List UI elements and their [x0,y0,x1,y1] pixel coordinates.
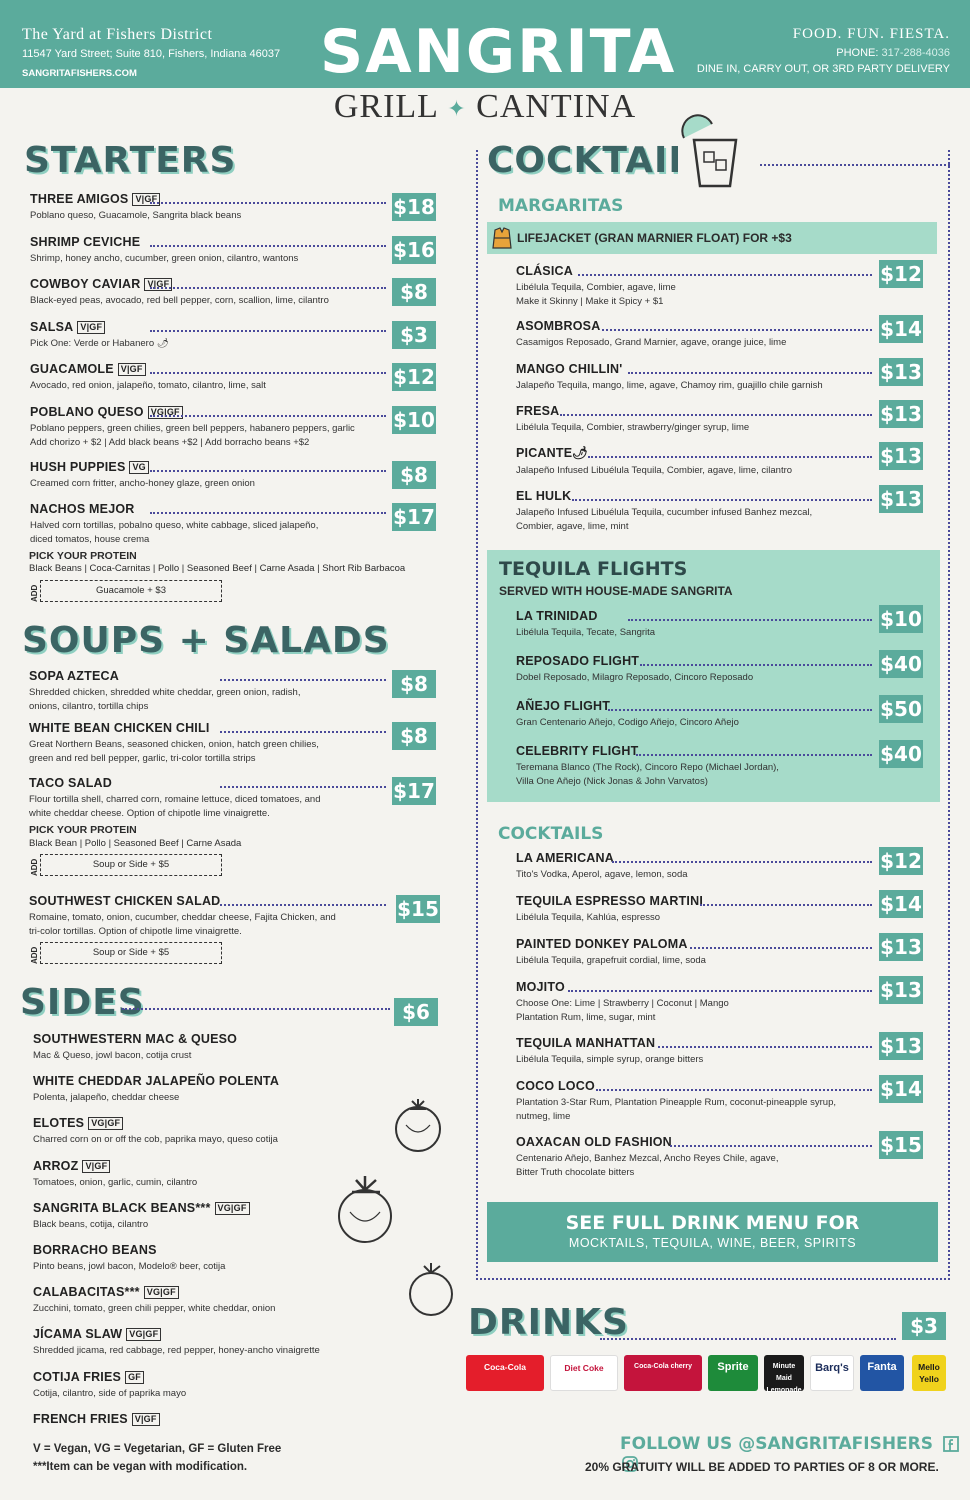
logo-box [320,16,677,88]
service-options: DINE IN, CARRY OUT, OR 3RD PARTY DELIVERY [696,63,950,75]
flight-desc-extra: Villa One Añejo (Nick Jonas & John Varvatos) [516,776,708,787]
margarita-dots [602,329,872,331]
legend-line-1: V = Vegan, VG = Vegetarian, GF = Gluten Free [33,1443,282,1455]
cocktail-price: $13 [880,1034,922,1058]
starter-name-text: NACHOS MEJOR [30,502,135,516]
lifejacket-panel [487,222,937,254]
soups-title: SOUPS + SALADS [22,620,390,661]
margarita-item [516,362,823,393]
soup-price: $8 [392,670,436,698]
starter-desc-text: Poblano peppers, green chilies, green bell peppers, habanero peppers, garlic [30,423,355,434]
margarita-price: $13 [880,360,922,384]
side-name-text: FRENCH FRIES [33,1411,128,1426]
side-desc: Polenta, jalapeño, cheddar cheese [33,1092,180,1104]
side-name [33,1327,320,1341]
side-name-text: WHITE CHEDDAR JALAPEÑO POLENTA [33,1074,280,1089]
soups-add-box-1: Soup or Side + $5 [40,854,222,876]
soup-name: SOPA AZTECA [29,669,119,683]
cocktail-name-text: COCO LOCO [516,1079,595,1093]
starters-add-label: ADD [30,584,39,602]
margarita-name [516,446,792,461]
starter-dots [150,245,386,247]
flight-item [516,744,779,789]
soup-name: SOUTHWEST CHICKEN SALAD [29,894,221,908]
side-name [33,1285,275,1299]
gratuity-note: 20% GRATUITY WILL BE ADDED TO PARTIES OF 8 OR MORE. [585,1460,939,1474]
soda-logo: Coca-Cola [466,1355,544,1391]
cocktail-desc: Centenario Añejo, Banhez Mezcal, Ancho Reyes Chile, agave, [516,1153,779,1164]
soup-dots [220,786,386,788]
flight-name-text: REPOSADO FLIGHT [516,654,640,668]
starters-add-box: Guacamole + $3 [40,580,222,602]
follow-text: FOLLOW US @SANGRITAFISHERS [620,1434,933,1454]
soda-brand-logos [466,1355,946,1394]
starter-desc-text: Shrimp, honey ancho, cucumber, green onion, cilantro, wantons [30,253,299,264]
tagline: FOOD. FUN. FIESTA. [792,26,950,42]
starter-dots [150,470,386,472]
diamond-icon: ✦ [447,96,467,122]
starter-desc [30,337,169,351]
phone-label: PHONE: [836,47,879,59]
flight-price: $40 [880,742,922,766]
side-desc: Tomatoes, onion, garlic, cumin, cilantro [33,1176,198,1188]
soup-price: $8 [392,722,436,750]
logo-subtitle-left: GRILL [333,88,438,125]
starter-desc-extra: diced tomatos, house crema [30,534,150,545]
flights-subtitle: SERVED WITH HOUSE-MADE SANGRITA [499,584,733,598]
cocktail-item [516,1036,703,1067]
starter-price: $17 [393,505,435,529]
cocktail-dots [670,1145,872,1147]
starter-name-text: HUSH PUPPIES [30,460,126,474]
margarita-desc: Libélula Tequila, Combier, strawberry/ginger syrup, lime [516,422,750,433]
margarita-dots [588,456,872,458]
cocktail-name-text: TEQUILA MANHATTAN [516,1036,656,1050]
starter-dots [150,202,386,204]
cocktail-dots [690,947,872,949]
margarita-name-text: FRESA [516,404,560,418]
margarita-desc: Libélula Tequila, Combier, agave, lime [516,282,676,293]
margarita-price: $13 [880,402,922,426]
starter-price: $8 [392,461,436,489]
flight-desc: Teremana Blanco (The Rock), Cincoro Repo (Michael Jordan), [516,762,779,773]
soup-item [29,721,319,766]
margarita-dots [572,499,872,501]
margarita-desc-extra: Combier, agave, lime, mint [516,521,629,532]
starter-name-text: THREE AMIGOS [30,192,129,206]
cocktail-item [516,980,729,1025]
sides-price: $6 [394,998,438,1026]
starter-name-text: SALSA [30,320,74,334]
logo: SANGRITA [320,17,677,87]
flight-dots [640,664,872,666]
diet-tag: V|GF [77,321,105,334]
margarita-price: $13 [880,444,922,468]
margarita-dots [578,274,872,276]
side-item [33,1412,160,1426]
diet-tag: V|GF [118,363,146,376]
starters-protein-list: Black Beans | Coca-Carnitas | Pollo | Seasoned Beef | Carne Asada | Short Rib Barbacoa [29,563,406,574]
full-menu-line-1: SEE FULL DRINK MENU FOR [565,1212,860,1234]
cocktail-item [516,894,703,925]
diet-tag: VG [129,461,148,474]
side-item [33,1201,250,1232]
starter-desc [30,252,298,266]
starter-name-text: GUACAMOLE [30,362,114,376]
starters-title: STARTERS [24,140,237,181]
cocktails-title: COCKTAILS [487,140,725,181]
side-desc: Mac & Queso, jowl bacon, cotija crust [33,1050,192,1061]
margarita-price: $14 [880,317,922,341]
soups-add-box-2: Soup or Side + $5 [40,942,222,964]
starter-item [30,362,266,393]
diet-tag: V|GF [132,193,160,206]
cocktail-dots [596,1089,872,1091]
diet-tag: VG|GF [215,1202,250,1215]
cocktail-name [516,894,703,908]
soda-logo: Coca-Cola cherry [624,1355,702,1391]
soda-logo: Sprite [708,1355,758,1391]
full-menu-line-2: MOCKTAILS, TEQUILA, WINE, BEER, SPIRITS [568,1236,857,1250]
diet-tag: VG|GF [88,1117,123,1130]
soups-protein-list: Black Bean | Pollo | Seasoned Beef | Carne Asada [29,838,242,849]
facebook-icon[interactable] [943,1436,959,1452]
starter-dots [150,415,386,417]
cocktails-subtitle: COCKTAILS [498,824,604,844]
margarita-name-text: CLÁSICA [516,264,573,278]
starter-item [30,277,329,308]
starter-desc-text: Black-eyed peas, avocado, red bell pepper, corn, scallion, lime, cilantro [30,295,329,306]
diet-tag: V|GF [82,1160,110,1173]
starter-dots [150,330,386,332]
margarita-item [516,404,749,435]
diet-tag: GF [125,1371,144,1384]
soup-price: $17 [393,779,435,803]
cocktail-desc: Libélula Tequila, simple syrup, orange bitters [516,1054,704,1065]
soup-desc-extra: onions, cilantro, tortilla chips [29,701,149,712]
cocktail-price: $14 [880,892,922,916]
cocktail-name [516,937,706,951]
drinks-dots [600,1338,896,1340]
diet-tag: V|GF [132,1413,160,1426]
starter-desc [30,294,329,308]
cocktail-price: $13 [880,935,922,959]
starter-desc [30,519,318,533]
starter-desc-text: Poblano queso, Guacamole, Sangrita black beans [30,210,242,221]
margarita-desc-extra: Make it Skinny | Make it Spicy + $1 [516,296,664,307]
cocktail-dots [568,990,872,992]
cocktail-name-text: PAINTED DONKEY PALOMA [516,937,688,951]
pepper-icon: 🌶 [154,338,169,349]
phone-line [697,47,950,59]
soda-logo: Minute Maid Lemonade [764,1355,804,1391]
margarita-item [516,489,812,534]
soups-protein-head: PICK YOUR PROTEIN [29,824,137,836]
side-desc: Zucchini, tomato, green chili pepper, white cheddar, onion [33,1303,276,1315]
starter-desc [30,379,266,393]
side-desc: Black beans, cotija, cilantro [33,1218,149,1230]
diet-tag: VG|GF [148,406,183,419]
tomato-icon [330,1172,400,1248]
cocktail-desc: Libélula Tequila, Kahlúa, espresso [516,912,661,923]
flight-dots [608,709,872,711]
margarita-name-text: PICANTE [516,446,573,460]
soup-dots [220,731,386,733]
margarita-desc: Jalapeño Infused Libuélula Tequila, Combier, agave, lime, cilantro [516,465,793,476]
soup-dots [220,679,386,681]
flight-name-text: AÑEJO FLIGHT [516,699,611,713]
cocktail-dots [612,861,872,863]
side-item [33,1327,320,1358]
side-name-text: ELOTES [33,1116,85,1131]
margarita-desc: Casamigos Reposado, Grand Marnier, agave, orange juice, lime [516,337,787,348]
margarita-price: $13 [880,487,922,511]
diet-legend [33,1440,281,1476]
flight-price: $10 [880,607,922,631]
side-item [33,1032,237,1063]
starter-desc [30,422,355,436]
diet-tag: VG|GF [126,1328,161,1341]
side-name-text: SANGRITA BLACK BEANS*** [33,1200,211,1215]
starter-item [30,320,169,351]
starter-desc-extra: Add chorizo + $2 | Add black beans +$2 | Add borracho beans +$2 [30,437,310,448]
starter-desc-text: Creamed corn fritter, ancho-honey glaze, green onion [30,478,255,489]
starter-item [30,502,318,547]
cocktail-desc-extra: Plantation Rum, lime, sugar, mint [516,1012,656,1023]
cocktail-desc: Tito's Vodka, Aperol, agave, lemon, soda [516,869,688,880]
flight-price: $40 [880,652,922,676]
starter-price: $8 [392,278,436,306]
starter-price: $18 [393,195,435,219]
venue-address: 11547 Yard Street; Suite 810, Fishers, Indiana 46037 [22,48,281,60]
cocktail-dots [658,1046,872,1048]
side-desc: Shredded jicama, red cabbage, red pepper, honey-ancho vinaigrette [33,1345,320,1357]
cocktail-dots [700,904,872,906]
starter-name-text: SHRIMP CEVICHE [30,235,141,249]
cocktail-name-text: MOJITO [516,980,565,994]
soup-desc: Flour tortilla shell, charred corn, romaine lettuce, diced tomatoes, and [29,794,321,805]
starter-dots [150,372,386,374]
soup-desc-extra: green and red bell pepper, garlic, tri-color tortilla strips [29,753,256,764]
starter-price: $12 [393,365,435,389]
soups-add-label-2: ADD [30,946,39,964]
soda-logo: Barq's [810,1355,854,1391]
margarita-item [516,264,676,309]
flight-item [516,654,753,685]
soup-desc: Romaine, tomato, onion, cucumber, cheddar cheese, Fajita Chicken, and [29,912,336,923]
side-name-text: BORRACHO BEANS [33,1243,157,1257]
cocktail-desc: Choose One: Lime | Strawberry | Coconut | Mango [516,998,729,1009]
flight-desc: Dobel Reposado, Milagro Reposado, Cincoro Reposado [516,672,754,683]
side-item [33,1159,197,1190]
side-name-text: ARROZ [33,1158,79,1173]
margarita-name-text: EL HULK [516,489,572,503]
margarita-dots [628,372,872,374]
soup-item [29,669,300,714]
side-item [33,1285,275,1316]
flight-dots [636,754,872,756]
cocktail-item [516,1079,836,1124]
header-left [22,26,280,79]
flight-name-text: LA TRINIDAD [516,609,598,623]
soup-desc-extra: tri-color tortillas. Option of chipotle lime vinaigrette. [29,926,242,937]
starter-dots [150,512,386,514]
side-item [33,1074,279,1105]
starter-desc [30,477,255,491]
venue-name: The Yard at Fishers District [22,26,213,43]
side-name [33,1243,225,1257]
flight-price: $50 [880,697,922,721]
cocktails-title-dots [760,164,950,166]
header-right [697,26,950,75]
side-name [33,1412,160,1426]
side-desc: Cotija, cilantro, side of paprika mayo [33,1387,187,1399]
legend-line-2: ***Item can be vegan with modification. [33,1461,248,1473]
margarita-item [516,319,786,350]
drinks-title: DRINKS [468,1302,635,1343]
side-item [33,1116,278,1147]
margarita-name-text: MANGO CHILLIN' [516,362,623,376]
soup-desc: Shredded chicken, shredded white cheddar, green onion, radish, [29,687,301,698]
starter-dots [150,287,386,289]
tomato-icon [402,1260,460,1320]
starter-desc-text: Avocado, red onion, jalapeño, tomato, cilantro, lime, salt [30,380,266,391]
starter-name [30,320,169,334]
side-desc: Charred corn on or off the cob, paprika mayo, queso cotija [33,1134,278,1146]
sides-title: SIDES [20,982,145,1023]
flight-name-text: CELEBRITY FLIGHT [516,744,639,758]
starter-desc-text: Pick One: Verde or Habanero [30,338,155,349]
lifejacket-text: LIFEJACKET (GRAN MARNIER FLOAT) FOR +$3 [517,231,792,245]
soup-name: WHITE BEAN CHICKEN CHILI [29,721,210,735]
logo-subtitle-right: CANTINA [476,88,637,125]
cocktail-item [516,1135,778,1180]
cocktail-item [516,937,706,968]
cocktail-name-text: OAXACAN OLD FASHION [516,1135,672,1149]
soup-price: $15 [397,897,439,921]
soda-logo: Diet Coke [550,1355,618,1391]
starter-name-text: POBLANO QUESO [30,405,144,419]
starter-item [30,235,298,266]
side-name-text: COTIJA FRIES [33,1369,122,1384]
margarita-desc: Jalapeño Infused Libuélula Tequila, cucumber infused Banhez mezcal, [516,507,813,518]
diet-tag: V|GF [144,278,172,291]
soup-dots [220,904,386,906]
starter-price: $10 [393,408,435,432]
pepper-icon: 🌶 [572,446,589,460]
soup-item [29,776,320,821]
side-name [33,1370,186,1384]
full-drink-menu-banner[interactable] [487,1202,938,1262]
flight-item [516,699,739,730]
starter-item [30,460,255,491]
starter-price: $16 [393,238,435,262]
side-name-text: SOUTHWESTERN MAC & QUESO [33,1032,238,1046]
margarita-name-text: ASOMBROSA [516,319,601,333]
soup-name: TACO SALAD [29,776,113,790]
cocktail-price: $13 [880,978,922,1002]
sides-dots [122,1008,390,1010]
soda-logo: Fanta [860,1355,904,1391]
margarita-dots [560,414,872,416]
cocktail-desc-extra: nutmeg, lime [516,1111,571,1122]
cocktail-name-text: TEQUILA ESPRESSO MARTINI [516,894,703,908]
cocktail-price: $15 [880,1133,922,1157]
flight-dots [628,619,872,621]
starter-desc [30,209,241,223]
diet-tag: VG|GF [144,1286,179,1299]
phone-number[interactable]: 317-288-4036 [881,47,950,59]
side-desc: Pinto beans, jowl bacon, Modelo® beer, cotija [33,1261,226,1272]
margarita-desc: Jalapeño Tequila, mango, lime, agave, Chamoy rim, guajillo chile garnish [516,380,823,391]
flight-item [516,609,655,640]
cocktail-desc-extra: Bitter Truth chocolate bitters [516,1167,635,1178]
starter-name-text: COWBOY CAVIAR [30,277,141,291]
side-item [33,1243,225,1274]
cocktail-name-text: LA AMERICANA [516,851,614,865]
flight-desc: Libélula Tequila, Tecate, Sangrita [516,627,656,638]
soda-logo: Mello Yello [912,1355,946,1391]
side-name-text: CALABACITAS*** [33,1285,140,1300]
side-name-text: JÍCAMA SLAW [33,1327,123,1342]
soups-add-label-1: ADD [30,858,39,876]
starter-desc-text: Halved corn tortillas, pobalno queso, white cabbage, sliced jalapeño, [30,520,319,531]
flight-desc: Gran Centenario Añejo, Codigo Añejo, Cincoro Añejo [516,717,739,728]
margaritas-title: MARGARITAS [498,196,624,216]
tomato-icon [388,1095,448,1155]
soup-item [29,894,336,939]
cocktail-item [516,851,688,882]
side-name [33,1074,279,1088]
logo-subtitle [320,88,650,126]
cocktail-price: $12 [880,849,922,873]
website-link[interactable]: SANGRITAFISHERS.COM [22,68,137,79]
cocktail-desc: Plantation 3-Star Rum, Plantation Pineapple Rum, coconut-pineapple syrup, [516,1097,837,1108]
side-name [33,1032,237,1046]
cocktail-desc: Libélula Tequila, grapefruit cordial, lime, soda [516,955,706,966]
starters-protein-head: PICK YOUR PROTEIN [29,550,137,562]
side-item [33,1370,186,1401]
starter-price: $3 [392,321,436,349]
drinks-price: $3 [902,1312,946,1340]
starter-item [30,405,355,450]
margarita-price: $12 [880,262,922,286]
soup-desc: Great Northern Beans, seasoned chicken, onion, hatch green chilies, [29,739,319,750]
side-name [33,1201,250,1215]
flights-title: TEQUILA FLIGHTS [499,558,688,580]
soup-desc-extra: white cheddar cheese. Option of chipotle lime vinaigrette. [29,808,270,819]
cocktail-price: $14 [880,1077,922,1101]
margarita-item [516,446,792,478]
starter-item [30,192,241,223]
lifejacket-icon [491,226,513,250]
side-name [33,1116,278,1130]
side-name [33,1159,197,1173]
lime-glass-icon [678,114,750,192]
